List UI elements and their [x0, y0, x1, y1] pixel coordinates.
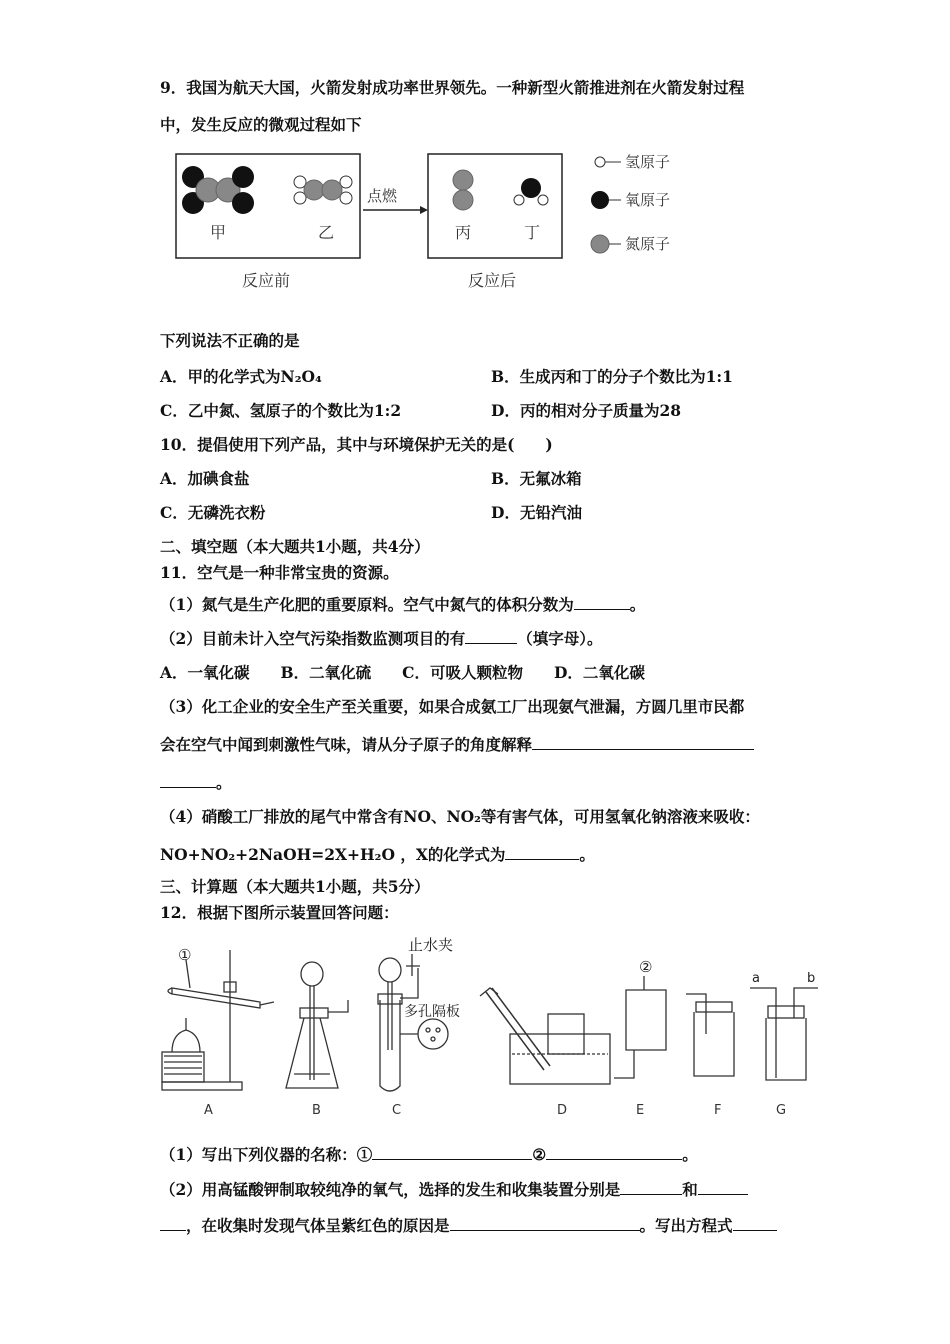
- section-2-heading: 二、填空题（本大题共1小题，共4分）: [160, 537, 430, 556]
- label-jia: 甲: [210, 223, 227, 242]
- q11-answer-blank-3[interactable]: [532, 735, 754, 750]
- before-box: [176, 154, 360, 258]
- arrow-label: 点燃: [367, 187, 398, 205]
- legend-hydrogen: [595, 153, 670, 171]
- q12-part2-equation: 。写出方程式: [639, 1216, 733, 1235]
- clamp-label: 止水夹: [408, 936, 454, 954]
- port-b-label: b: [807, 971, 816, 986]
- legend-oxygen: [591, 191, 670, 209]
- q11-part1: [160, 595, 645, 615]
- q10-option-a: A．加碘食盐: [160, 469, 250, 488]
- legend-nitrogen: [591, 235, 670, 253]
- q11-part2: [160, 629, 603, 649]
- q12-answer-blank-5[interactable]: [450, 1216, 640, 1231]
- q11-part3-line2: [160, 735, 754, 755]
- molecule-yi: [294, 176, 352, 204]
- label-yi: 乙: [318, 223, 335, 242]
- q12-part2-line2: [160, 1216, 777, 1236]
- q9-stem-line1: 9．我国为航天大国，火箭发射成功率世界领先。一种新型火箭推进剂在火箭发射过程: [160, 78, 745, 97]
- after-caption: 反应后: [468, 271, 517, 290]
- apparatus-letter-d: D: [557, 1103, 568, 1118]
- q9-option-a: A．甲的化学式为N₂O₄: [160, 367, 322, 386]
- q10-option-d: D．无铅汽油: [491, 503, 582, 522]
- q12-part2-reason: ，在收集时发现气体呈紫红色的原因是: [186, 1216, 450, 1235]
- apparatus-e: [614, 976, 666, 1078]
- apparatus-letter-a: A: [204, 1103, 213, 1118]
- q10-option-c: C．无磷洗衣粉: [160, 503, 266, 522]
- q9-option-b: B．生成丙和丁的分子个数比为1:1: [491, 367, 733, 386]
- apparatus-letter-g: G: [776, 1103, 787, 1118]
- q12-apparatus-figure: [150, 930, 830, 1126]
- q12-answer-blank-1[interactable]: [372, 1145, 532, 1160]
- q12-part1-text: （1）写出下列仪器的名称：①: [160, 1145, 373, 1164]
- q11-part4-end: 。: [579, 845, 595, 864]
- q11-part2-end: （填字母）。: [517, 629, 603, 648]
- molecule-bing: [453, 170, 473, 210]
- q9-reaction-figure: [170, 146, 700, 296]
- apparatus-b: [286, 962, 348, 1088]
- molecule-ding: [514, 178, 548, 205]
- label-bing: 丙: [455, 223, 472, 242]
- q12-stem: 12．根据下图所示装置回答问题：: [160, 903, 399, 922]
- q11-part1-end: 。: [629, 595, 646, 614]
- port-a-label: a: [752, 971, 760, 986]
- q12-part2-mid: 和: [682, 1180, 698, 1199]
- section-3-heading: 三、计算题（本大题共1小题，共5分）: [160, 877, 430, 896]
- q12-answer-blank-6[interactable]: [733, 1216, 777, 1231]
- svg-text:氧原子: 氧原子: [625, 191, 671, 209]
- q11-answer-blank-4[interactable]: [505, 845, 579, 860]
- q12-answer-blank-2[interactable]: [546, 1145, 682, 1160]
- q11-part3-end: 。: [216, 773, 232, 792]
- q9-option-d: D．丙的相对分子质量为28: [491, 401, 682, 420]
- apparatus-letter-c: C: [392, 1103, 402, 1118]
- q11-part3-text: 会在空气中闻到刺激性气味，请从分子原子的角度解释: [160, 735, 533, 754]
- q12-answer-blank-4b[interactable]: [160, 1216, 186, 1231]
- q11-part3-line1: （3）化工企业的安全生产至关重要，如果合成氨工厂出现氨气泄漏，方圆几里市民都: [160, 697, 745, 716]
- q11-answer-blank-3b[interactable]: [160, 773, 216, 788]
- after-box: [428, 154, 562, 258]
- apparatus-a: [162, 950, 274, 1090]
- q9-prompt: 下列说法不正确的是: [160, 331, 300, 350]
- q12-answer-blank-3[interactable]: [620, 1180, 682, 1195]
- apparatus-c: [378, 954, 448, 1091]
- apparatus-letter-b: B: [312, 1103, 321, 1118]
- q12-part2-line1: [160, 1180, 748, 1200]
- q11-answer-blank-2[interactable]: [465, 629, 517, 644]
- q9-stem-line2: 中，发生反应的微观过程如下: [160, 115, 362, 134]
- circled-marker-2: ②: [639, 958, 653, 976]
- q9-option-c: C．乙中氮、氢原子的个数比为1:2: [160, 401, 402, 420]
- label-ding: 丁: [524, 223, 541, 242]
- q11-part4-line2: [160, 845, 595, 865]
- q12-part1-end: 。: [682, 1145, 698, 1164]
- apparatus-g: [750, 988, 818, 1080]
- q10-stem: 10．提倡使用下列产品，其中与环境保护无关的是( ): [160, 435, 553, 454]
- apparatus-letter-e: E: [636, 1103, 645, 1118]
- q11-stem: 11．空气是一种非常宝贵的资源。: [160, 563, 399, 582]
- q12-answer-blank-4[interactable]: [698, 1180, 748, 1195]
- molecule-jia: [182, 166, 254, 214]
- q12-part1: [160, 1145, 698, 1165]
- q11-answer-blank-1[interactable]: [574, 595, 630, 610]
- svg-text:氢原子: 氢原子: [625, 153, 671, 171]
- q11-part4-text: NO+NO₂+2NaOH=2X+H₂O ，X的化学式为: [160, 845, 506, 864]
- circled-marker-1: ①: [178, 946, 192, 964]
- q10-option-b: B．无氟冰箱: [491, 469, 582, 488]
- q12-part1-mid: ②: [532, 1145, 547, 1164]
- q12-part2-text: （2）用高锰酸钾制取较纯净的氧气，选择的发生和收集装置分别是: [160, 1180, 621, 1199]
- q11-part2-options: A．一氧化碳 B．二氧化硫 C．可吸人颗粒物 D．二氧化碳: [160, 663, 645, 682]
- before-caption: 反应前: [242, 271, 291, 290]
- porous-plate-label: 多孔隔板: [404, 1004, 460, 1020]
- q11-part3-line3: [160, 773, 232, 793]
- apparatus-letter-f: F: [714, 1103, 722, 1118]
- svg-text:氮原子: 氮原子: [625, 235, 671, 253]
- q11-part4-line1: （4）硝酸工厂排放的尾气中常含有NO、NO₂等有害气体，可用氢氧化钠溶液来吸收：: [160, 807, 760, 826]
- apparatus-f: [686, 994, 734, 1076]
- apparatus-d: [480, 988, 610, 1084]
- q11-part2-text: （2）目前未计入空气污染指数监测项目的有: [160, 629, 466, 648]
- q11-part1-text: （1）氮气是生产化肥的重要原料。空气中氮气的体积分数为: [160, 595, 574, 614]
